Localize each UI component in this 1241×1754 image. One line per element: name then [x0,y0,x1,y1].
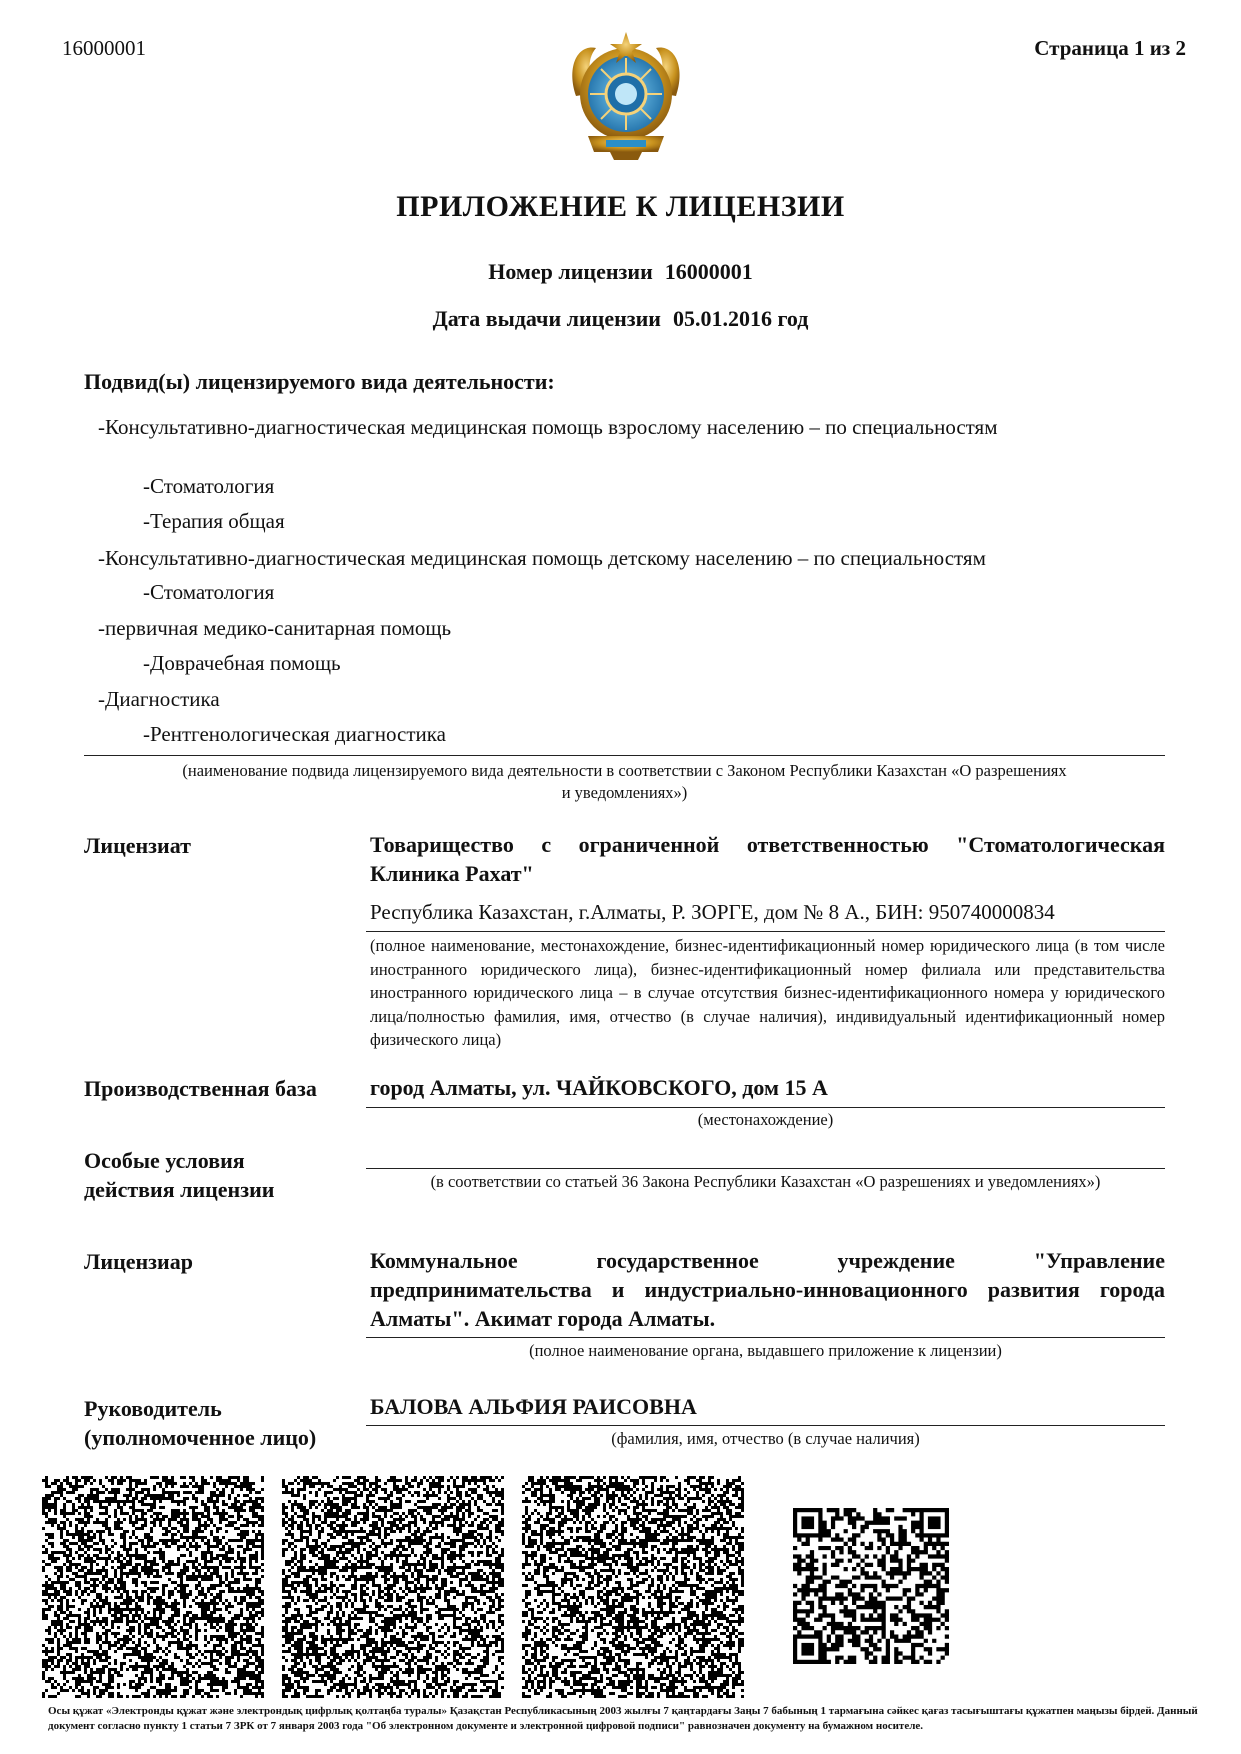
divider [366,1425,1165,1426]
divider [366,931,1165,932]
signature-code-2 [282,1476,504,1698]
activity-item: -Рентгенологическая диагностика [143,722,446,746]
license-number-value: 16000001 [664,259,753,284]
activity-item: -Терапия общая [143,509,285,533]
licensee-name: Товарищество с ограниченной ответственностью "Стоматологическая Клиника Рахат" [370,832,1165,886]
divider [366,1168,1165,1169]
activity-item: -Диагностика [98,687,220,711]
activity-item: -Стоматология [143,580,275,604]
signature-code-1 [42,1476,264,1698]
activities-heading: Подвид(ы) лицензируемого вида деятельности: [84,369,555,394]
activity-item: -Консультативно-диагностическая медицинская помощь взрослому населению – по специальностям [98,415,998,439]
production-base-value: город Алматы, ул. ЧАЙКОВСКОГО, дом 15 А [370,1075,828,1100]
production-base-label: Производственная база [84,1076,317,1101]
licensee-address: Республика Казахстан, г.Алматы, Р. ЗОРГЕ, дом № 8 А., БИН: 950740000834 [370,900,1055,924]
license-date-line [0,306,1241,332]
head-name: БАЛОВА АЛЬФИЯ РАИСОВНА [370,1394,697,1419]
licensor-value: Коммунальное государственное учреждение "Управление предпринимательства и индустриально-инновационного развития города Алматы". Акимат города Алматы. [370,1248,1165,1331]
license-date-label: Дата выдачи лицензии [432,306,661,331]
activities-note: (наименование подвида лицензируемого вида деятельности в соответствии с Законом Республики Казахстан «О разрешениях и уведомлениях») [182,761,1067,802]
activity-item: -Стоматология [143,474,275,498]
divider [366,1107,1165,1108]
license-number-line [0,259,1241,285]
license-date-value: 05.01.2016 год [672,306,809,331]
activity-item: -первичная медико-санитарная помощь [98,616,452,640]
license-number-label: Номер лицензии [488,259,653,284]
document-title: ПРИЛОЖЕНИЕ К ЛИЦЕНЗИИ [396,190,845,223]
state-emblem-icon [566,26,686,162]
licensee-label: Лицензиат [84,833,191,858]
legal-footer: Осы құжат «Электронды құжат және электрондық цифрлық қолтаңба туралы» Қазақстан Республикасының 2003 жылғы 7 қаңтардағы Заңы 7 бабының 1 тармағына сәйкес қағаз тасығыштағы құжатпен маңызы бірдей. Данный документ согласно пункту 1 статьи 7 ЗРК от 7 января 2003 года "Об электронном документе и электронной цифровой подписи" равнозначен документу на бумажном носителе. [48,1705,1198,1732]
activity-item: -Консультативно-диагностическая медицинская помощь детскому населению – по специальностям [98,546,986,570]
licensee-note: (полное наименование, местонахождение, бизнес-идентификационный номер юридического лица (в том числе иностранного юридического лица), бизнес-идентификационный номер филиала или представительства иностранного юридического лица – в случае отсутствия бизнес-идентификационного номера у юридического лица/полностью фамилия, имя, отчество (в случае наличия), индивидуальный идентификационный номер физического лица) [370,936,1165,1049]
licensor-label: Лицензиар [84,1249,193,1274]
divider [366,1337,1165,1338]
document-number: 16000001 [62,36,146,60]
special-conditions-label: Особые условия действия лицензии [84,1148,275,1202]
activity-item: -Доврачебная помощь [143,651,341,675]
licensor-note: (полное наименование органа, выдавшего приложение к лицензии) [529,1341,1002,1360]
production-base-note: (местонахождение) [697,1110,834,1129]
qr-code [793,1508,949,1664]
head-note: (фамилия, имя, отчество (в случае наличия) [611,1429,920,1448]
divider [84,755,1165,756]
special-conditions-note: (в соответствии со статьей 36 Закона Республики Казахстан «О разрешениях и уведомлениях») [430,1172,1101,1191]
head-label: Руководитель (уполномоченное лицо) [84,1396,317,1450]
signature-code-3 [522,1476,744,1698]
page-indicator: Страница 1 из 2 [1034,36,1186,60]
